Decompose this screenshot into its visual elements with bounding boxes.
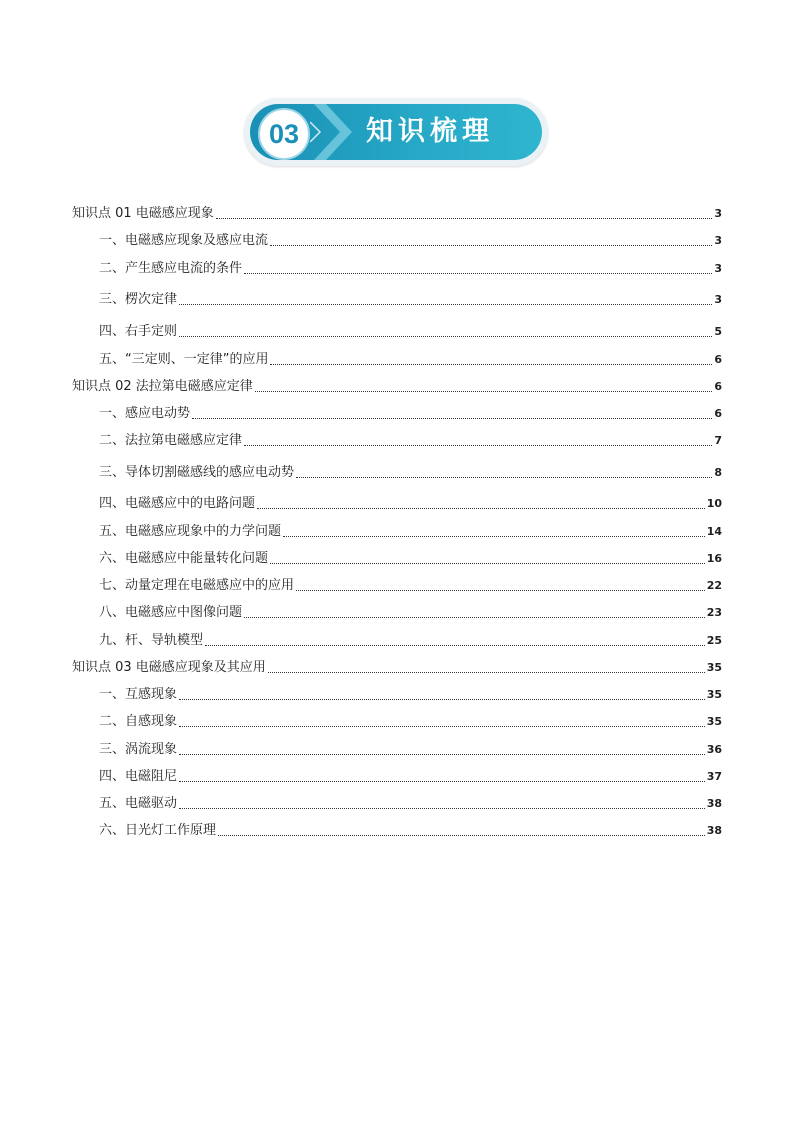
toc-entry-label: 八、电磁感应中图像问题	[99, 605, 243, 620]
toc-page-number: 36	[706, 743, 722, 756]
toc-subsection-entry[interactable]	[72, 710, 722, 730]
toc-page-number: 23	[706, 606, 722, 619]
toc-entry-label: 一、互感现象	[99, 687, 178, 702]
toc-entry-label: 二、产生感应电流的条件	[99, 261, 243, 276]
toc-page-number: 7	[714, 434, 722, 447]
toc-page-number: 14	[706, 525, 722, 538]
toc-dot-leader	[216, 208, 712, 219]
toc-subsection-entry[interactable]	[72, 229, 722, 249]
toc-entry-label: 一、感应电动势	[99, 406, 191, 421]
toc-subsection-entry[interactable]	[72, 492, 722, 512]
toc-entry-label: 四、电磁阻尼	[99, 769, 178, 784]
toc-dot-leader	[270, 235, 712, 246]
banner-body	[250, 104, 542, 160]
toc-subsection-entry[interactable]	[72, 520, 722, 540]
toc-entry-label: 七、动量定理在电磁感应中的应用	[99, 578, 295, 593]
toc-dot-leader	[205, 635, 705, 646]
toc-entry-label: 三、涡流现象	[99, 742, 178, 757]
toc-dot-leader	[283, 526, 705, 537]
toc-dot-leader	[257, 498, 705, 509]
toc-page-number: 37	[706, 770, 722, 783]
toc-section-entry[interactable]	[72, 656, 722, 676]
toc-entry-label: 五、电磁驱动	[99, 796, 178, 811]
toc-entry-label: 一、电磁感应现象及感应电流	[99, 233, 269, 248]
toc-dot-leader	[244, 263, 712, 274]
toc-entry-label: 二、自感现象	[99, 714, 178, 729]
toc-entry-label: 四、电磁感应中的电路问题	[99, 496, 256, 511]
section-number-badge: 03	[258, 108, 310, 160]
toc-page-number: 38	[706, 797, 722, 810]
toc-dot-leader	[218, 825, 705, 836]
toc-dot-leader	[179, 294, 712, 305]
toc-page-number: 25	[706, 634, 722, 647]
toc-page-number: 35	[706, 661, 722, 674]
toc-entry-label: 三、导体切割磁感线的感应电动势	[99, 465, 295, 480]
toc-page-number: 6	[714, 407, 722, 420]
toc-entry-label: 六、电磁感应中能量转化问题	[99, 551, 269, 566]
toc-dot-leader	[270, 354, 712, 365]
toc-page-number: 10	[706, 497, 722, 510]
toc-page-number: 35	[706, 715, 722, 728]
toc-entry-label: 六、日光灯工作原理	[99, 823, 217, 838]
toc-page-number: 6	[714, 380, 722, 393]
toc-subsection-entry[interactable]	[72, 320, 722, 340]
toc-subsection-entry[interactable]	[72, 574, 722, 594]
toc-dot-leader	[270, 553, 705, 564]
section-banner	[244, 98, 548, 166]
toc-page-number: 8	[714, 466, 722, 479]
toc-page-number: 3	[714, 207, 722, 220]
toc-subsection-entry[interactable]	[72, 765, 722, 785]
toc-subsection-entry[interactable]	[72, 348, 722, 368]
toc-entry-label: 五、电磁感应现象中的力学问题	[99, 524, 282, 539]
toc-dot-leader	[179, 326, 712, 337]
toc-page-number: 6	[714, 353, 722, 366]
toc-page-number: 22	[706, 579, 722, 592]
toc-entry-label: 五、“三定则、一定律”的应用	[99, 352, 269, 367]
toc-page-number: 3	[714, 293, 722, 306]
toc-entry-label: 九、杆、导轨模型	[99, 633, 204, 648]
toc-subsection-entry[interactable]	[72, 601, 722, 621]
toc-dot-leader	[296, 467, 712, 478]
toc-dot-leader	[192, 408, 712, 419]
toc-section-entry[interactable]	[72, 202, 722, 222]
toc-entry-label: 三、楞次定律	[99, 292, 178, 307]
toc-dot-leader	[255, 381, 712, 392]
toc-subsection-entry[interactable]	[72, 288, 722, 308]
toc-section-entry[interactable]	[72, 375, 722, 395]
toc-dot-leader	[179, 716, 705, 727]
chevron-arrow-icon	[310, 104, 356, 160]
toc-dot-leader	[268, 662, 705, 673]
toc-subsection-entry[interactable]	[72, 629, 722, 649]
toc-dot-leader	[296, 580, 705, 591]
toc-page-number: 3	[714, 234, 722, 247]
toc-dot-leader	[179, 689, 705, 700]
toc-subsection-entry[interactable]	[72, 792, 722, 812]
toc-page-number: 35	[706, 688, 722, 701]
section-title: 知识梳理	[366, 116, 494, 147]
toc-subsection-entry[interactable]	[72, 547, 722, 567]
toc-page-number: 16	[706, 552, 722, 565]
toc-dot-leader	[179, 771, 705, 782]
toc-subsection-entry[interactable]	[72, 402, 722, 422]
toc-subsection-entry[interactable]	[72, 257, 722, 277]
toc-entry-label: 二、法拉第电磁感应定律	[99, 433, 243, 448]
toc-dot-leader	[244, 435, 712, 446]
toc-page-number: 5	[714, 325, 722, 338]
toc-dot-leader	[179, 798, 705, 809]
toc-entry-label: 四、右手定则	[99, 324, 178, 339]
toc-subsection-entry[interactable]	[72, 461, 722, 481]
toc-subsection-entry[interactable]	[72, 819, 722, 839]
toc-subsection-entry[interactable]	[72, 738, 722, 758]
toc-page-number: 3	[714, 262, 722, 275]
toc-subsection-entry[interactable]	[72, 683, 722, 703]
toc-page-number: 38	[706, 824, 722, 837]
toc-entry-label: 知识点 02 法拉第电磁感应定律	[72, 379, 253, 394]
toc-entry-label: 知识点 01 电磁感应现象	[72, 206, 214, 221]
toc-dot-leader	[244, 607, 705, 618]
toc-dot-leader	[179, 744, 705, 755]
toc-entry-label: 知识点 03 电磁感应现象及其应用	[72, 660, 266, 675]
toc-subsection-entry[interactable]	[72, 429, 722, 449]
